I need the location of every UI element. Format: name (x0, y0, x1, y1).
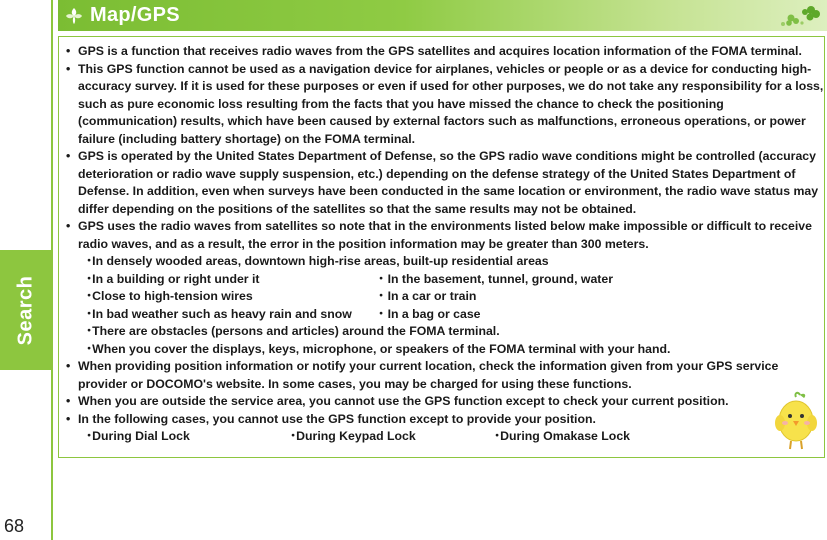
bullet-gps-function: • GPS is a function that receives radio waves from the GPS satellites and acquires location information of the FOMA terminal. (66, 43, 824, 61)
leaf-cluster-icon (777, 2, 823, 29)
leaf-icon (64, 6, 84, 26)
section-header (58, 0, 827, 31)
env-row (66, 271, 824, 289)
section-tab-label-wrap (6, 250, 46, 370)
bullet-service-provider: • When providing position information or notify your current location, check the information given from your GPS service provider or DOCOMO's website. In some cases, you may be charged for using these functions. (66, 358, 824, 393)
env-item: ･ In the basement, tunnel, ground, water (378, 271, 614, 286)
env-item: ･ In a car or train (378, 289, 477, 303)
env-row (66, 306, 824, 324)
env-item: ･When you cover the displays, keys, microphone, or speakers of the FOMA terminal with your hand. (86, 341, 671, 356)
notes-box (58, 36, 825, 458)
env-item: ･ In a bag or case (378, 306, 481, 321)
notes-text (66, 43, 824, 446)
chick-mascot-icon (772, 391, 820, 453)
page-number: 68 (4, 516, 25, 536)
bullet-reception-environments: • GPS uses the radio waves from satellites so note that in the environments listed below make impossible or difficult to receive radio waves, and as a result, the error in the position information may be greater than 300 meters. (66, 218, 824, 253)
env-item: ･Close to high-tension wires (86, 289, 253, 303)
section-tab-label: Search (14, 275, 37, 345)
bullet-outside-service-area: • When you are outside the service area, you cannot use the GPS function except to check your current position. (66, 393, 824, 411)
lock-item: ･During Omakase Lock (494, 429, 630, 443)
lock-item: ･During Dial Lock (86, 429, 190, 443)
lock-row (66, 428, 824, 446)
section-title: Map/GPS (90, 4, 180, 26)
bullet-navigation-disclaimer: • This GPS function cannot be used as a navigation device for airplanes, vehicles or people or as a device for conducting high-accuracy survey. If it is used for these purposes or even if used for other purposes, we do not take any responsibility for a loss, such as pure economic loss resulting from the facts that you have missed the chance to check the positioning (communication) results, which have been caused by external factors such as malfunctions, erroneous operations, or power failure (including battery shortage) on the FOMA terminal. (66, 61, 824, 149)
lock-item: ･During Keypad Lock (290, 429, 416, 443)
env-row (66, 288, 824, 306)
bullet-lock-cases: • In the following cases, you cannot use the GPS function except to provide your position. (66, 411, 824, 429)
env-item: ･In bad weather such as heavy rain and snow (86, 306, 352, 321)
env-item: ･There are obstacles (persons and articles) around the FOMA terminal. (86, 324, 500, 338)
env-item: ･In densely wooded areas, downtown high-rise areas, built-up residential areas (86, 254, 549, 268)
env-item: ･In a building or right under it (86, 271, 260, 286)
bullet-dod-operation: • GPS is operated by the United States Department of Defense, so the GPS radio wave conditions might be controlled (accuracy deterioration or radio wave supply suspension, etc.) depending on the defense strategy of the United States Department of Defense. In addition, even when surveys have been conducted in the same location or environment, the radio wave status may differ depending on the positions of the satellites so that the same results may not be obtained. (66, 148, 824, 218)
